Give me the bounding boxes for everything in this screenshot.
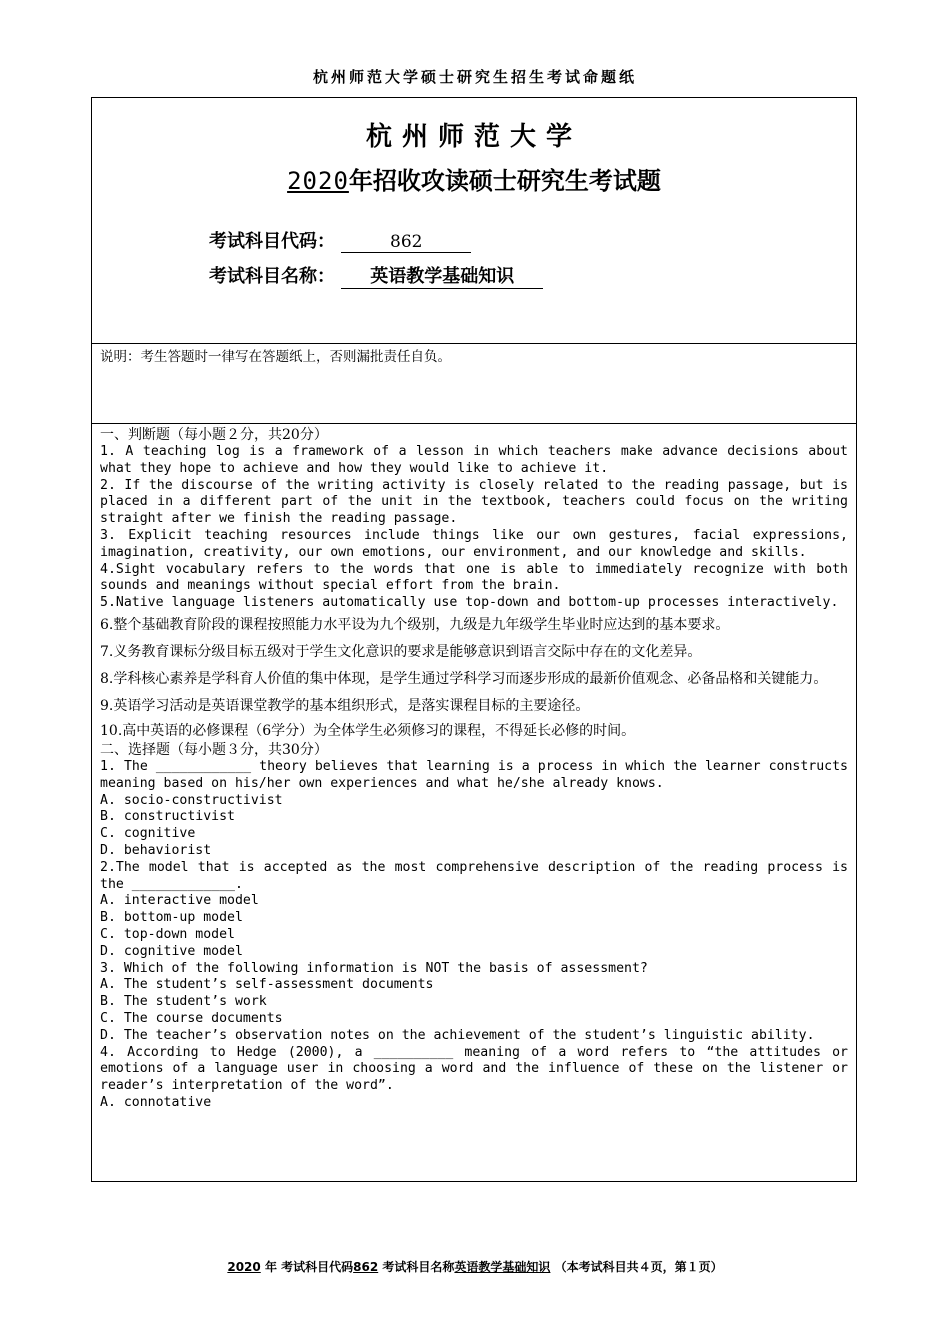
exam-title-text: 年招收攻读硕士研究生考试题: [348, 167, 661, 195]
footer-name: 英语教学基础知识: [454, 1260, 551, 1274]
tf-question-6: 6.整个基础教育阶段的课程按照能力水平设为九个级别，九级是九年级学生毕业时应达到的基本要求。: [100, 616, 730, 633]
footer-name-label: 考试科目名称: [382, 1260, 455, 1274]
mc-option: B. The student’s work: [100, 994, 267, 1010]
mc-question-1: 1. The ____________ theory believes that learning is a process in which the learner constructs meaning based on his/her own experiences and what he/she already knows.: [100, 758, 848, 791]
mc-option: B. bottom-up model: [100, 910, 243, 926]
subject-name-value: 英语教学基础知识: [341, 262, 543, 289]
tf-question-5: 5.Native language listeners automatically use top-down and bottom-up processes interactively.: [100, 595, 839, 611]
subject-code-row: [209, 227, 471, 253]
tf-question-10: 10.高中英语的必修课程（6学分）为全体学生必须修习的课程，不得延长必修的时间。: [100, 722, 636, 739]
mc-question-4: 4. According to Hedge (2000), a __________ meaning of a word refers to “the attitudes or emotions of a language user in choosing a word and the influence of these on the listener or reader’s interpretation of the word”.: [100, 1044, 848, 1094]
page-footer: [0, 1258, 950, 1275]
footer-year-suffix: 年 考试科目代码: [264, 1260, 354, 1274]
exam-year: 2020: [287, 167, 349, 195]
footer-year: 2020: [227, 1260, 261, 1274]
mc-option: A. connotative: [100, 1094, 212, 1110]
mc-option: D. The teacher’s observation notes on the achievement of the student’s linguistic ability.: [100, 1027, 815, 1043]
mc-option: A. The student’s self-assessment documents: [100, 977, 434, 993]
subject-name-label: 考试科目名称：: [209, 266, 335, 287]
mc-option: D. cognitive model: [100, 943, 243, 959]
mc-option: C. top-down model: [100, 926, 235, 942]
instruction-box: [92, 343, 856, 424]
section2-heading: 二、选择题（每小题３分，共30分）: [100, 741, 328, 758]
tf-question-7: 7.义务教育课标分级目标五级对于学生文化意识的要求是能够意识到语言交际中存在的文化差异。: [100, 643, 702, 660]
mc-option: A. socio-constructivist: [100, 792, 283, 808]
exam-frame: [91, 97, 857, 1182]
mc-option: C. cognitive: [100, 826, 196, 842]
tf-question-4: 4.Sight vocabulary refers to the words that one is able to immediately recognize with both sounds and meanings without special effort from the brain.: [100, 561, 848, 594]
footer-pages: （本考试科目共４页，第１页）: [554, 1260, 723, 1274]
mc-option: A. interactive model: [100, 893, 259, 909]
tf-question-8: 8.学科核心素养是学科育人价值的集中体现，是学生通过学科学习而逐步形成的最新价值观念、必备品格和关键能力。: [100, 670, 828, 687]
subject-code-label: 考试科目代码：: [209, 231, 335, 252]
subject-code-value: 862: [341, 232, 471, 253]
subject-name-row: [209, 262, 543, 289]
instruction-text: 说明：考生答题时一律写在答题纸上，否则漏批责任自负。: [100, 349, 451, 365]
mc-question-3: 3. Which of the following information is NOT the basis of assessment?: [100, 960, 648, 976]
university-name: 杭州师范大学: [365, 122, 582, 152]
tf-question-2: 2. If the discourse of the writing activity is closely related to the reading passage, but is placed in a different part of the unit in the textbook, teachers could focus on the writing straight after we finish the reading passage.: [100, 477, 848, 527]
questions-content: [100, 427, 848, 1112]
footer-code: 862: [353, 1260, 379, 1274]
tf-question-1: 1. A teaching log is a framework of a lesson in which teachers make advance decisions about what they hope to achieve and how they would like to achieve it.: [100, 444, 848, 476]
exam-title: [92, 161, 856, 196]
mc-question-2: 2.The model that is accepted as the most comprehensive description of the reading process is the _____________.: [100, 859, 848, 892]
title-block: [92, 98, 856, 344]
tf-question-3: 3. Explicit teaching resources include things like our own gestures, facial expressions, imagination, creativity, our own emotions, our environment, and our knowledge and skills.: [100, 527, 848, 560]
mc-option: B. constructivist: [100, 809, 235, 825]
section1-heading: 一、判断题（每小题２分，共20分）: [100, 427, 328, 443]
page-header-title: 杭州师范大学硕士研究生招生考试命题纸: [312, 68, 637, 86]
tf-question-9: 9.英语学习活动是英语课堂教学的基本组织形式，是落实课程目标的主要途径。: [100, 697, 590, 714]
mc-option: D. behaviorist: [100, 842, 212, 858]
mc-option: C. The course documents: [100, 1010, 283, 1026]
